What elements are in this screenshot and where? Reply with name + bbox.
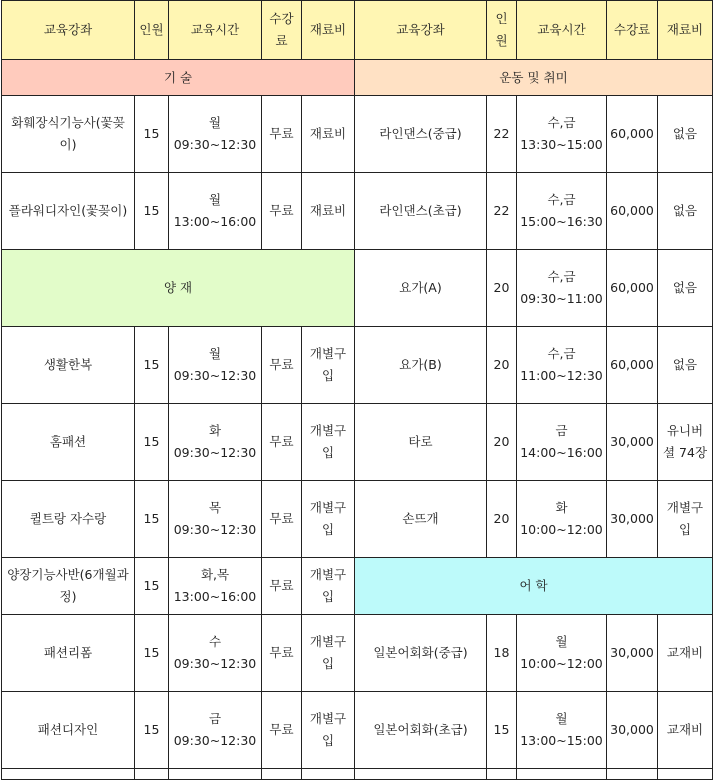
capacity: 18 — [487, 615, 517, 692]
capacity: 20 — [487, 327, 517, 404]
course-name: 일본어회화(중급) — [355, 615, 487, 692]
material-fee: 개별구입 — [302, 327, 355, 404]
header-time: 교육시간 — [169, 1, 262, 60]
section-row — [2, 60, 713, 96]
header-tuition: 수강료 — [262, 1, 302, 60]
schedule: 수,금 13:30~15:00 — [517, 96, 607, 173]
table-row — [2, 558, 713, 615]
header-material: 재료비 — [658, 1, 713, 60]
empty-cell — [2, 769, 135, 780]
material-fee: 개별구입 — [302, 692, 355, 769]
material-fee: 없음 — [658, 327, 713, 404]
tuition: 무료 — [262, 96, 302, 173]
tuition: 무료 — [262, 327, 302, 404]
header-course: 교육강좌 — [2, 1, 135, 60]
empty-cell — [302, 769, 355, 780]
table-row — [2, 96, 713, 173]
capacity: 15 — [135, 481, 169, 558]
capacity: 22 — [487, 96, 517, 173]
course-name: 양장기능사반(6개월과정) — [2, 558, 135, 615]
tuition: 60,000 — [607, 327, 658, 404]
material-fee: 개별구입 — [302, 404, 355, 481]
tuition: 60,000 — [607, 250, 658, 327]
schedule: 월 09:30~12:30 — [169, 96, 262, 173]
tuition: 무료 — [262, 558, 302, 615]
tuition: 무료 — [262, 615, 302, 692]
table-row — [2, 615, 713, 692]
material-fee: 교재비 — [658, 692, 713, 769]
material-fee: 개별구입 — [658, 481, 713, 558]
table-row — [2, 173, 713, 250]
course-name: 홈패션 — [2, 404, 135, 481]
empty-cell — [135, 769, 169, 780]
schedule: 금 14:00~16:00 — [517, 404, 607, 481]
schedule: 화,목 13:00~16:00 — [169, 558, 262, 615]
tuition: 30,000 — [607, 404, 658, 481]
table-row — [2, 481, 713, 558]
material-fee: 없음 — [658, 96, 713, 173]
schedule: 수,금 15:00~16:30 — [517, 173, 607, 250]
table-row — [2, 250, 713, 327]
tuition: 60,000 — [607, 96, 658, 173]
tuition: 무료 — [262, 692, 302, 769]
capacity: 15 — [135, 692, 169, 769]
tuition: 30,000 — [607, 692, 658, 769]
course-name: 라인댄스(중급) — [355, 96, 487, 173]
empty-cell — [169, 769, 262, 780]
header-course: 교육강좌 — [355, 1, 487, 60]
tuition: 무료 — [262, 481, 302, 558]
header-row — [2, 1, 713, 60]
capacity: 15 — [135, 173, 169, 250]
tuition: 무료 — [262, 173, 302, 250]
capacity: 15 — [135, 615, 169, 692]
section-header: 어 학 — [355, 558, 713, 615]
material-fee: 개별구입 — [302, 615, 355, 692]
tuition: 30,000 — [607, 481, 658, 558]
header-material: 재료비 — [302, 1, 355, 60]
table-row — [2, 692, 713, 769]
schedule: 수,금 11:00~12:30 — [517, 327, 607, 404]
capacity: 20 — [487, 404, 517, 481]
schedule: 월 10:00~12:00 — [517, 615, 607, 692]
capacity: 20 — [487, 481, 517, 558]
empty-cell — [607, 769, 658, 780]
course-name: 플라워디자인(꽃꽂이) — [2, 173, 135, 250]
capacity: 15 — [135, 327, 169, 404]
table-row — [2, 404, 713, 481]
course-name: 요가(B) — [355, 327, 487, 404]
schedule: 화 10:00~12:00 — [517, 481, 607, 558]
empty-cell — [487, 769, 517, 780]
empty-cell — [658, 769, 713, 780]
schedule: 월 13:00~16:00 — [169, 173, 262, 250]
capacity: 20 — [487, 250, 517, 327]
empty-cell — [355, 769, 487, 780]
capacity: 15 — [135, 96, 169, 173]
capacity: 15 — [135, 558, 169, 615]
table-row-partial — [2, 769, 713, 780]
schedule: 월 09:30~12:30 — [169, 327, 262, 404]
empty-cell — [517, 769, 607, 780]
material-fee: 재료비 — [302, 173, 355, 250]
table-row — [2, 327, 713, 404]
tuition: 무료 — [262, 404, 302, 481]
header-time: 교육시간 — [517, 1, 607, 60]
capacity: 15 — [487, 692, 517, 769]
capacity: 22 — [487, 173, 517, 250]
empty-cell — [262, 769, 302, 780]
material-fee: 개별구입 — [302, 558, 355, 615]
course-name: 퀼트랑 자수랑 — [2, 481, 135, 558]
course-name: 타로 — [355, 404, 487, 481]
material-fee: 개별구입 — [302, 481, 355, 558]
material-fee: 교재비 — [658, 615, 713, 692]
schedule: 목 09:30~12:30 — [169, 481, 262, 558]
tuition: 30,000 — [607, 615, 658, 692]
material-fee: 유니버셜 74장 — [658, 404, 713, 481]
schedule: 월 13:00~15:00 — [517, 692, 607, 769]
course-name: 생활한복 — [2, 327, 135, 404]
course-name: 요가(A) — [355, 250, 487, 327]
course-name: 화훼장식기능사(꽃꽂이) — [2, 96, 135, 173]
header-capacity: 인원 — [135, 1, 169, 60]
course-name: 패션리폼 — [2, 615, 135, 692]
section-header: 운동 및 취미 — [355, 60, 713, 96]
course-name: 손뜨개 — [355, 481, 487, 558]
tuition: 60,000 — [607, 173, 658, 250]
course-name: 패션디자인 — [2, 692, 135, 769]
material-fee: 없음 — [658, 250, 713, 327]
schedule: 수 09:30~12:30 — [169, 615, 262, 692]
header-capacity: 인원 — [487, 1, 517, 60]
course-name: 라인댄스(초급) — [355, 173, 487, 250]
section-header: 기 술 — [2, 60, 355, 96]
schedule: 금 09:30~12:30 — [169, 692, 262, 769]
course-name: 일본어회화(초급) — [355, 692, 487, 769]
course-schedule-table — [1, 0, 713, 780]
material-fee: 재료비 — [302, 96, 355, 173]
section-header: 양 재 — [2, 250, 355, 327]
schedule: 화 09:30~12:30 — [169, 404, 262, 481]
capacity: 15 — [135, 404, 169, 481]
schedule: 수,금 09:30~11:00 — [517, 250, 607, 327]
header-tuition: 수강료 — [607, 1, 658, 60]
material-fee: 없음 — [658, 173, 713, 250]
